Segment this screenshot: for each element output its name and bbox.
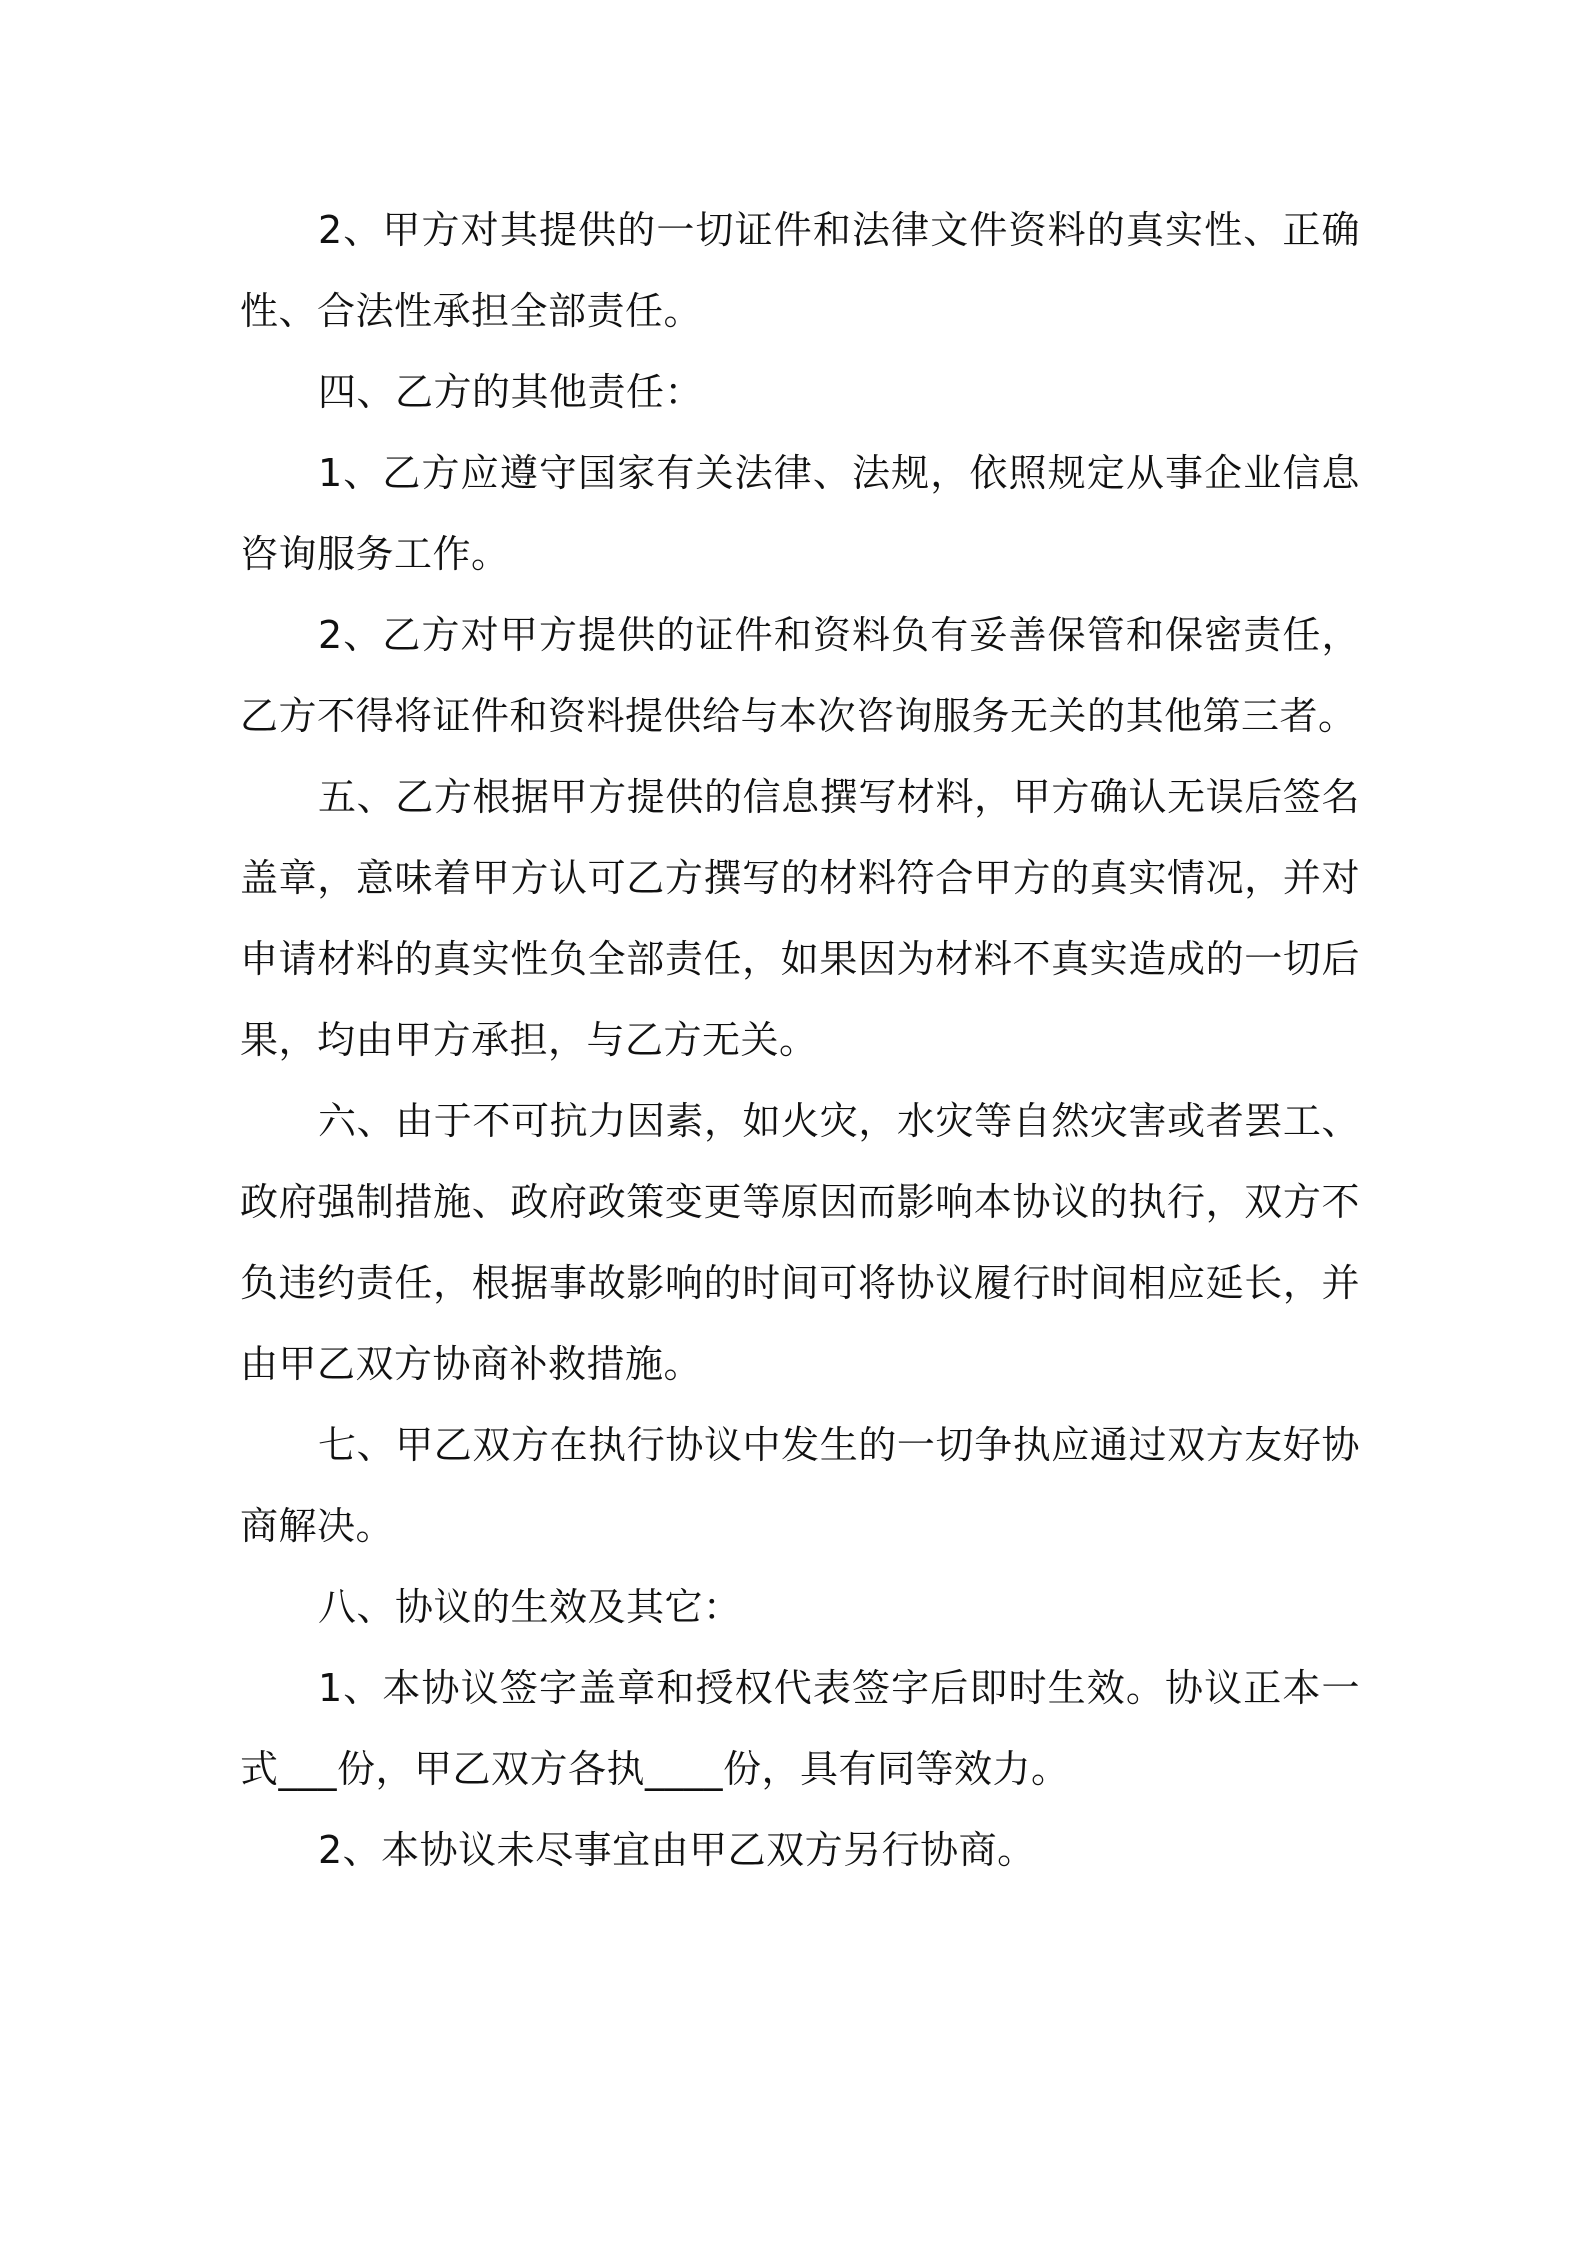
paragraph-clause-8-2: 2、本协议未尽事宜由甲乙双方另行协商。 <box>318 1828 1036 1872</box>
paragraph-clause-4-2: 2、乙方对甲方提供的证件和资料负有妥善保管和保密责任，乙方不得将证件和资料提供给与本次咨询服务无关的其他第三者。 <box>240 613 1360 738</box>
paragraph-clause-3-2: 2、甲方对其提供的一切证件和法律文件资料的真实性、正确性、合法性承担全部责任。 <box>240 208 1360 333</box>
paragraph-section-7: 七、甲乙双方在执行协议中发生的一切争执应通过双方友好协商解决。 <box>240 1423 1360 1548</box>
heading-section-4: 四、乙方的其他责任： <box>318 370 704 414</box>
paragraph-clause-4-1: 1、乙方应遵守国家有关法律、法规，依照规定从事企业信息咨询服务工作。 <box>240 451 1360 576</box>
paragraph-section-6: 六、由于不可抗力因素，如火灾，水灾等自然灾害或者罢工、政府强制措施、政府政策变更等原因而影响本协议的执行，双方不负违约责任，根据事故影响的时间可将协议履行时间相应延长，并由甲乙双方协商补救措施。 <box>240 1099 1360 1386</box>
heading-section-8: 八、协议的生效及其它： <box>318 1585 742 1629</box>
paragraph-section-5: 五、乙方根据甲方提供的信息撰写材料，甲方确认无误后签名盖章，意味着甲方认可乙方撰写的材料符合甲方的真实情况，并对申请材料的真实性负全部责任，如果因为材料不真实造成的一切后果，均由甲方承担，与乙方无关。 <box>240 775 1360 1062</box>
paragraph-clause-8-1: 1、本协议签字盖章和授权代表签字后即时生效。协议正本一式___份，甲乙双方各执____份，具有同等效力。 <box>240 1666 1360 1791</box>
document-body <box>240 190 1360 1891</box>
